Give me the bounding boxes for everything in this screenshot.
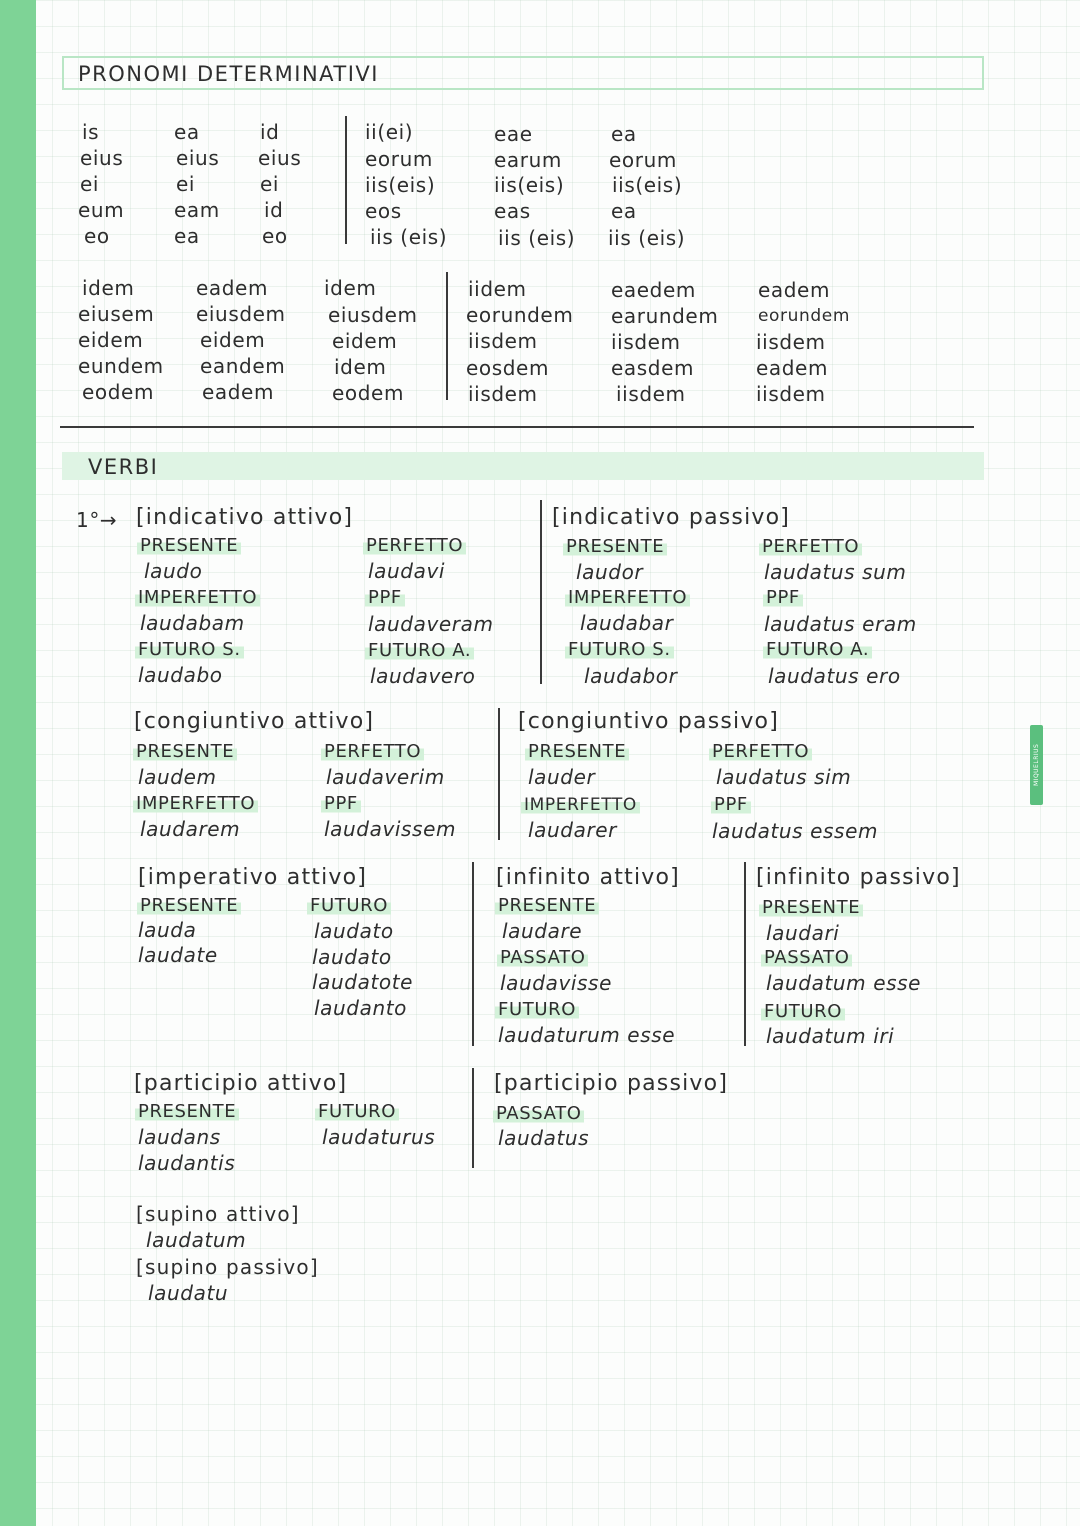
column-divider bbox=[540, 500, 542, 684]
verb-form: laudarem bbox=[140, 817, 241, 841]
verb-form: laudatu bbox=[148, 1281, 229, 1305]
table-cell: is bbox=[82, 120, 100, 144]
table-cell: eorum bbox=[365, 147, 433, 171]
section-divider bbox=[60, 426, 974, 428]
imperativo-attivo-heading: [imperativo attivo] bbox=[138, 865, 368, 890]
table-cell: eosdem bbox=[466, 356, 550, 380]
column-divider bbox=[744, 862, 746, 1046]
tense-label: IMPERFETTO bbox=[565, 587, 690, 608]
table-cell: eius bbox=[258, 146, 302, 170]
table-cell: eorum bbox=[609, 148, 677, 172]
verb-form: laudavisse bbox=[500, 971, 612, 995]
verb-form: laudatum esse bbox=[766, 971, 922, 995]
infinito-attivo-heading: [infinito attivo] bbox=[496, 865, 680, 890]
verb-form: laudato bbox=[312, 945, 392, 969]
indicativo-passivo-heading: [indicativo passivo] bbox=[552, 505, 791, 530]
table-cell: eos bbox=[365, 199, 402, 223]
table-cell: eaedem bbox=[611, 278, 696, 302]
table-cell: iisdem bbox=[756, 330, 826, 354]
table-cell: eadem bbox=[202, 380, 275, 404]
verb-form: laudaturus bbox=[322, 1125, 436, 1149]
verb-form: laudato bbox=[314, 919, 394, 943]
table-cell: ea bbox=[174, 120, 200, 144]
verb-form: laudate bbox=[138, 943, 218, 967]
brand-side-tab: MIQUELRIUS bbox=[1030, 725, 1043, 805]
tense-label: PERFETTO bbox=[321, 741, 424, 762]
tense-label: PRESENTE bbox=[495, 895, 599, 916]
table-cell: easdem bbox=[611, 356, 695, 380]
verb-form: laudari bbox=[766, 921, 840, 945]
table-cell: eandem bbox=[200, 354, 286, 378]
tense-label: PRESENTE bbox=[759, 897, 863, 918]
congiuntivo-attivo-heading: [congiuntivo attivo] bbox=[134, 709, 375, 734]
tense-label: PRESENTE bbox=[135, 1101, 239, 1122]
table-cell: eiusdem bbox=[196, 302, 286, 326]
participio-attivo-heading: [participio attivo] bbox=[134, 1071, 348, 1096]
verb-form: laudabo bbox=[138, 663, 223, 687]
table-cell: eam bbox=[174, 198, 220, 222]
supino-attivo-heading: [supino attivo] bbox=[136, 1202, 300, 1226]
table-cell: eiusem bbox=[78, 302, 155, 326]
table-cell: iisdem bbox=[468, 382, 538, 406]
verb-form: laudatote bbox=[312, 970, 414, 994]
table-cell: eadem bbox=[756, 356, 829, 380]
verb-form: laudatus sim bbox=[716, 765, 852, 789]
verb-form: lauder bbox=[528, 765, 596, 789]
table-cell: idem bbox=[324, 276, 377, 300]
table-cell: eo bbox=[84, 224, 110, 248]
table-cell: iis(eis) bbox=[494, 173, 565, 197]
green-margin-band bbox=[0, 0, 36, 1526]
verb-form: laudabor bbox=[584, 664, 678, 688]
verb-form: laudatus ero bbox=[768, 664, 901, 688]
table-cell: iisdem bbox=[611, 330, 681, 354]
tense-label: PRESENTE bbox=[525, 741, 629, 762]
table-cell: eorundem bbox=[466, 303, 574, 327]
verb-form: laudare bbox=[502, 919, 583, 943]
table-cell: eidem bbox=[332, 329, 398, 353]
tense-label: FUTURO bbox=[307, 895, 391, 916]
table-cell: eundem bbox=[78, 354, 164, 378]
column-divider bbox=[345, 116, 347, 244]
table-cell: id bbox=[260, 120, 280, 144]
table-cell: iis (eis) bbox=[498, 226, 576, 250]
verb-form: laudatus eram bbox=[764, 612, 917, 636]
tense-label: FUTURO S. bbox=[135, 639, 244, 660]
verb-form: laudavero bbox=[370, 664, 476, 688]
table-cell: eas bbox=[494, 199, 531, 223]
tense-label: IMPERFETTO bbox=[135, 587, 260, 608]
table-cell: id bbox=[264, 198, 284, 222]
table-cell: iidem bbox=[468, 277, 527, 301]
tense-label: PASSATO bbox=[497, 947, 588, 968]
verb-form: laudatum bbox=[146, 1228, 247, 1252]
tense-label: FUTURO bbox=[315, 1101, 399, 1122]
verb-form: laudor bbox=[576, 560, 644, 584]
verb-form: lauda bbox=[138, 918, 197, 942]
table-cell: earundem bbox=[611, 304, 719, 328]
column-divider bbox=[498, 708, 500, 840]
table-cell: iis(eis) bbox=[612, 173, 683, 197]
table-cell: ea bbox=[611, 199, 637, 223]
tense-label: PPF bbox=[365, 587, 405, 608]
table-cell: iisdem bbox=[616, 382, 686, 406]
table-cell: ei bbox=[80, 172, 100, 196]
table-cell: eo bbox=[262, 224, 288, 248]
tense-label: PRESENTE bbox=[563, 536, 667, 557]
tense-label: PRESENTE bbox=[137, 895, 241, 916]
tense-label: PRESENTE bbox=[137, 535, 241, 556]
tense-label: FUTURO S. bbox=[565, 639, 674, 660]
verb-form: laudatum iri bbox=[766, 1024, 895, 1048]
verb-form: laudatus bbox=[498, 1126, 590, 1150]
tense-label: FUTURO A. bbox=[365, 640, 474, 661]
table-cell: iis (eis) bbox=[370, 225, 448, 249]
tense-label: IMPERFETTO bbox=[133, 793, 258, 814]
table-cell: eidem bbox=[200, 328, 266, 352]
table-cell: eum bbox=[78, 198, 125, 222]
verb-form: laudem bbox=[138, 765, 217, 789]
verb-form: laudaveram bbox=[368, 612, 494, 636]
table-cell: ea bbox=[611, 122, 637, 146]
verb-form: laudavissem bbox=[324, 817, 457, 841]
verb-form: laudatus essem bbox=[712, 819, 879, 843]
tense-label: FUTURO bbox=[761, 1001, 845, 1022]
table-cell: eodem bbox=[332, 381, 405, 405]
verb-form: laudabar bbox=[580, 611, 674, 635]
table-cell: eiusdem bbox=[328, 303, 418, 327]
verb-form: laudabam bbox=[140, 611, 245, 635]
table-cell: eadem bbox=[758, 278, 831, 302]
column-divider bbox=[472, 862, 474, 1046]
tense-label: PPF bbox=[321, 793, 361, 814]
tense-label: PASSATO bbox=[761, 947, 852, 968]
table-cell: eorundem bbox=[758, 306, 851, 326]
column-divider bbox=[446, 272, 448, 400]
verb-form: laudo bbox=[144, 559, 203, 583]
column-divider bbox=[472, 1068, 474, 1168]
table-cell: eodem bbox=[82, 380, 155, 404]
participio-passivo-heading: [participio passivo] bbox=[494, 1071, 729, 1096]
tense-label: FUTURO A. bbox=[763, 639, 872, 660]
table-cell: earum bbox=[494, 148, 562, 172]
verb-form: laudaturum esse bbox=[498, 1023, 676, 1047]
table-cell: iisdem bbox=[468, 329, 538, 353]
tense-label: PRESENTE bbox=[133, 741, 237, 762]
tense-label: PERFETTO bbox=[759, 536, 862, 557]
verb-form: laudatus sum bbox=[764, 560, 907, 584]
verb-form: laudans bbox=[138, 1125, 221, 1149]
verb-form: laudanto bbox=[314, 996, 407, 1020]
table-cell: eidem bbox=[78, 328, 144, 352]
verb-form: laudaverim bbox=[326, 765, 445, 789]
tense-label: PASSATO bbox=[493, 1103, 584, 1124]
table-cell: eadem bbox=[196, 276, 269, 300]
verbi-title-bar bbox=[62, 452, 984, 480]
table-cell: ii(ei) bbox=[365, 120, 414, 144]
table-cell: idem bbox=[334, 355, 387, 379]
pronomi-title: PRONOMI DETERMINATIVI bbox=[78, 62, 379, 86]
tense-label: IMPERFETTO bbox=[521, 795, 640, 815]
tense-label: PPF bbox=[763, 587, 803, 608]
indicativo-attivo-heading: [indicativo attivo] bbox=[136, 505, 354, 530]
table-cell: iis (eis) bbox=[608, 226, 686, 250]
tense-label: FUTURO bbox=[495, 999, 579, 1020]
conjugation-label: 1°→ bbox=[76, 508, 118, 532]
table-cell: iis(eis) bbox=[365, 173, 436, 197]
table-cell: eius bbox=[176, 146, 220, 170]
table-cell: ea bbox=[174, 224, 200, 248]
table-cell: idem bbox=[82, 276, 135, 300]
congiuntivo-passivo-heading: [congiuntivo passivo] bbox=[518, 709, 780, 734]
tense-label: PPF bbox=[711, 794, 751, 815]
tense-label: PERFETTO bbox=[709, 741, 812, 762]
supino-passivo-heading: [supino passivo] bbox=[136, 1255, 319, 1279]
verb-form: laudantis bbox=[138, 1151, 236, 1175]
verbi-title: VERBI bbox=[88, 455, 159, 479]
table-cell: eius bbox=[80, 146, 124, 170]
table-cell: iisdem bbox=[756, 382, 826, 406]
table-cell: eae bbox=[494, 122, 533, 146]
infinito-passivo-heading: [infinito passivo] bbox=[756, 865, 961, 890]
tense-label: PERFETTO bbox=[363, 535, 466, 556]
table-cell: ei bbox=[260, 172, 280, 196]
table-cell: ei bbox=[176, 172, 196, 196]
verb-form: laudavi bbox=[368, 559, 446, 583]
verb-form: laudarer bbox=[528, 818, 617, 842]
